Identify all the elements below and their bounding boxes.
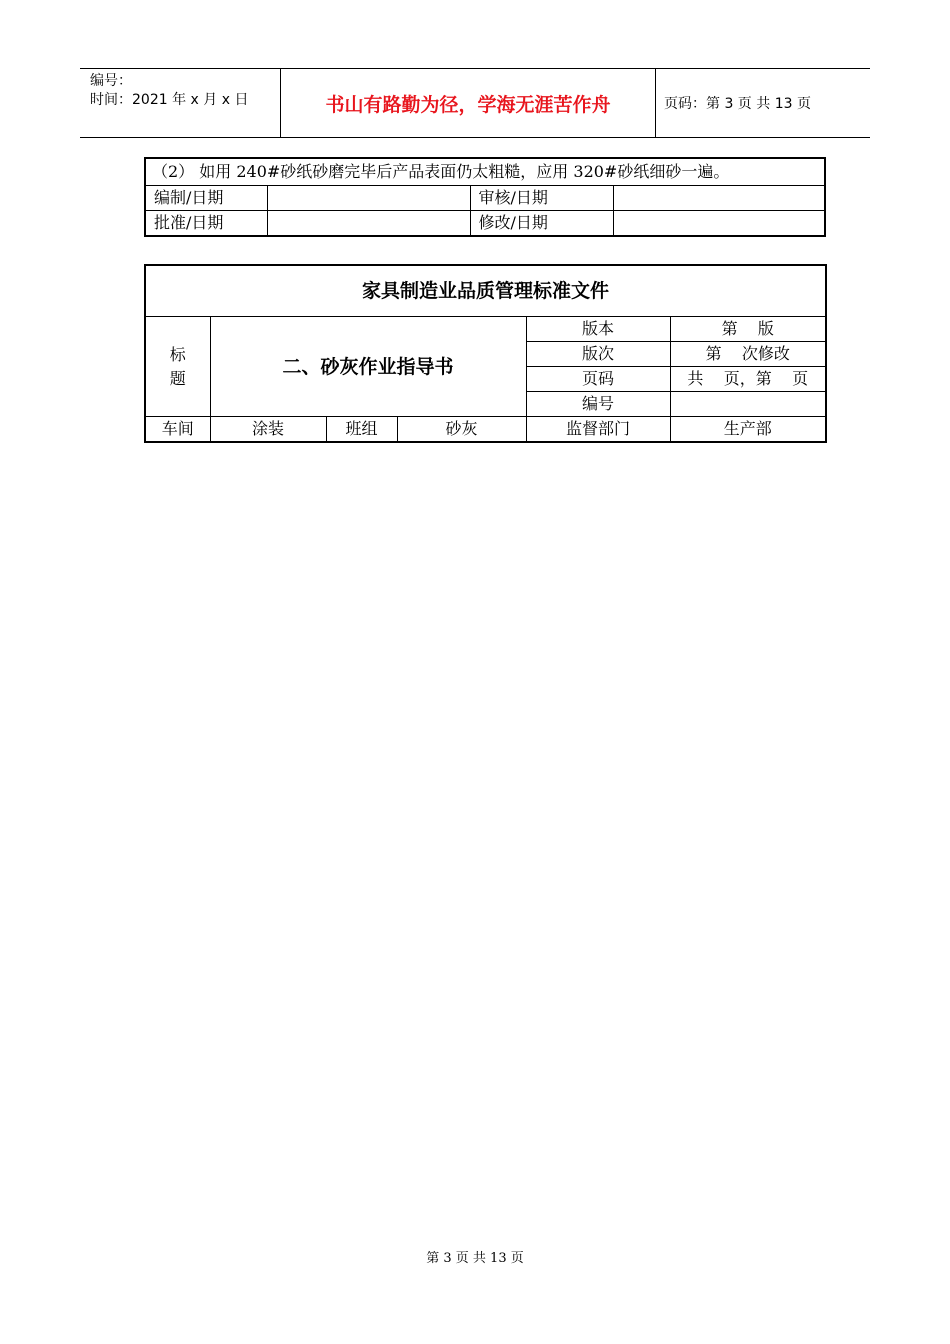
doc-standard-title: 家具制造业品质管理标准文件 — [145, 265, 826, 317]
doc-title: 二、砂灰作业指导书 — [210, 317, 526, 417]
signoff-table — [144, 157, 826, 237]
date-line: 时间：2021 年 x 月 x 日 — [90, 92, 249, 108]
dept-value: 生产部 — [670, 417, 826, 443]
page-label: 页码 — [526, 367, 670, 392]
table-row — [145, 158, 825, 186]
version-value: 第 版 — [670, 317, 826, 342]
header-motto: 书山有路勤为径，学海无涯苦作舟 — [281, 69, 656, 137]
table-row — [145, 211, 825, 237]
header-meta — [80, 69, 281, 137]
code-label: 编号 — [526, 392, 670, 417]
table-row — [145, 317, 826, 342]
code-value — [670, 392, 826, 417]
standard-doc-table — [144, 264, 827, 443]
team-label: 班组 — [326, 417, 397, 443]
title-label — [145, 317, 210, 417]
title-label-text: 标题 — [169, 344, 186, 388]
modify-date-value — [613, 211, 825, 237]
workshop-value: 涂装 — [210, 417, 326, 443]
table-row — [145, 186, 825, 211]
compile-date-value — [267, 186, 470, 211]
dept-label: 监督部门 — [526, 417, 670, 443]
review-date-label: 审核/日期 — [470, 186, 613, 211]
page-value: 共 页，第 页 — [670, 367, 826, 392]
approve-date-label: 批准/日期 — [145, 211, 267, 237]
table-row — [145, 417, 826, 443]
page-header — [80, 68, 870, 138]
compile-date-label: 编制/日期 — [145, 186, 267, 211]
modify-date-label: 修改/日期 — [470, 211, 613, 237]
workshop-label: 车间 — [145, 417, 210, 443]
version-label: 版本 — [526, 317, 670, 342]
table-row — [145, 265, 826, 317]
header-page-info: 页码：第 3 页 共 13 页 — [664, 96, 811, 112]
number-label: 编号： — [90, 73, 132, 89]
approve-date-value — [267, 211, 470, 237]
team-value: 砂灰 — [397, 417, 526, 443]
revision-label: 版次 — [526, 342, 670, 367]
page-footer: 第 3 页 共 13 页 — [426, 1251, 524, 1266]
revision-value: 第 次修改 — [670, 342, 826, 367]
review-date-value — [613, 186, 825, 211]
procedure-note: （2） 如用 240#砂纸砂磨完毕后产品表面仍太粗糙，应用 320#砂纸细砂一遍。 — [145, 158, 825, 186]
